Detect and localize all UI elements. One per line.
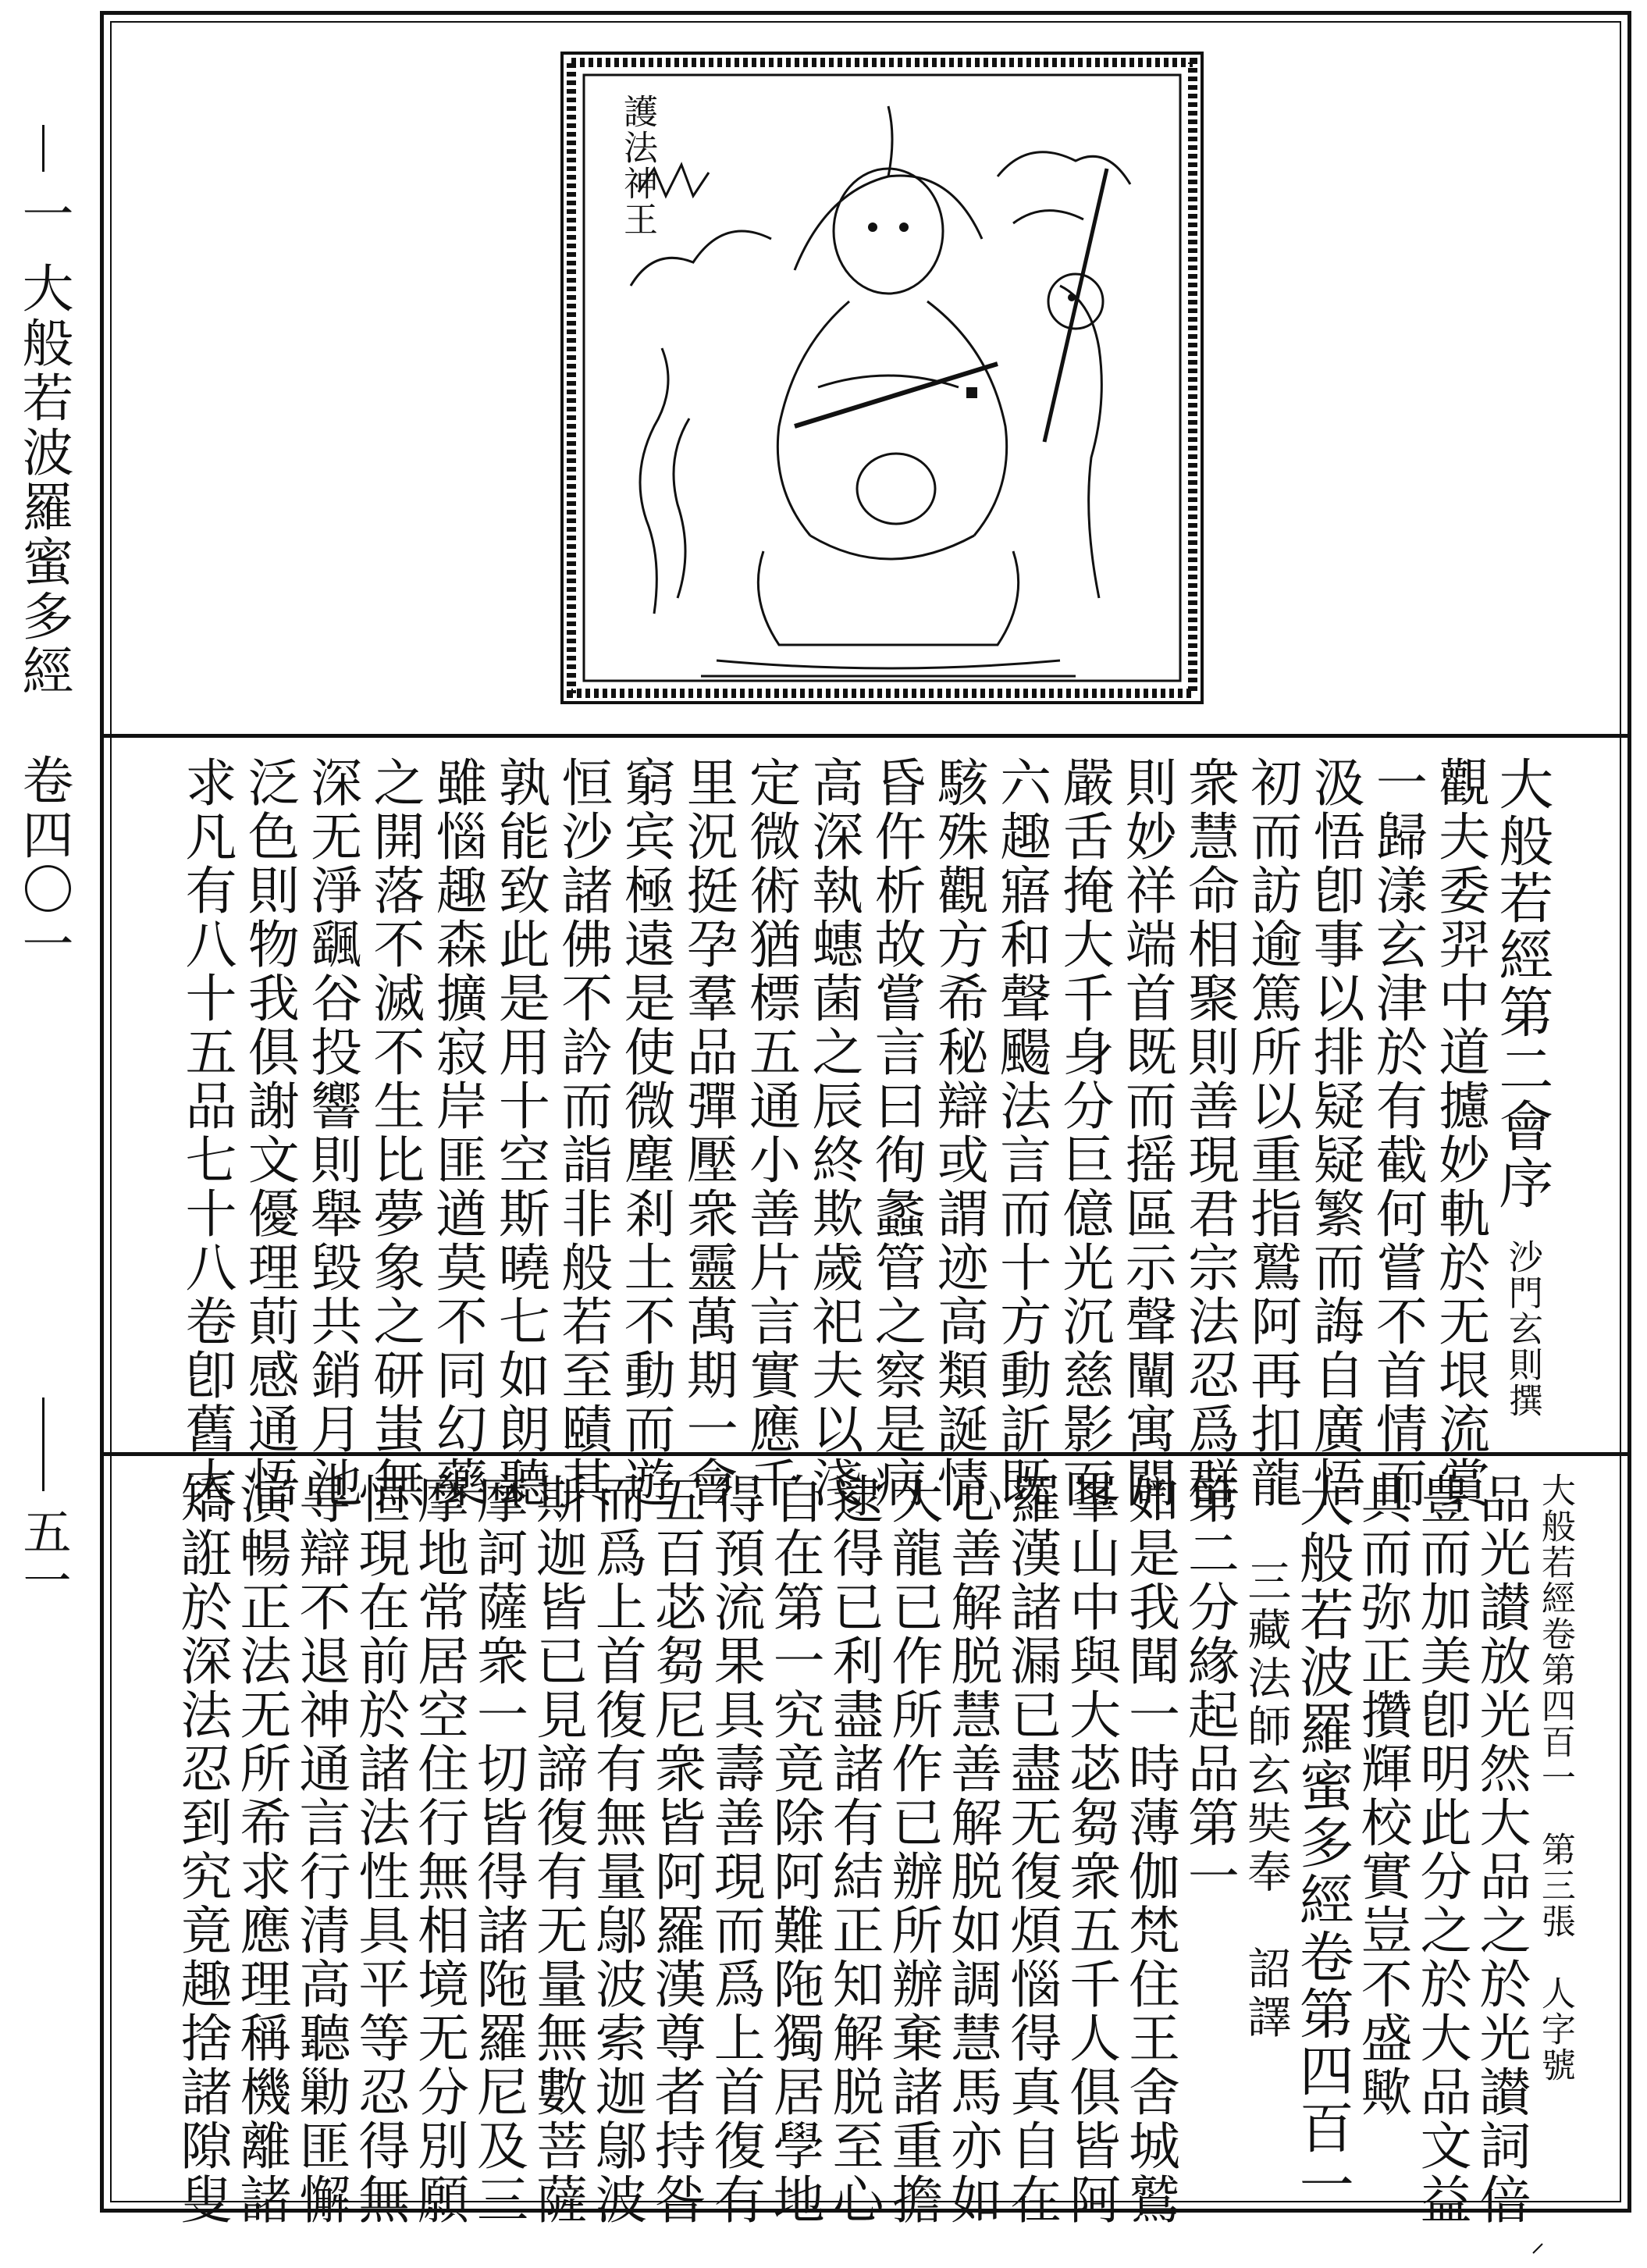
continuation-line: 豊而加美卽明此分之於大品文益 xyxy=(1411,1472,1472,2227)
preface-line: 恒沙諸佛不訡而詣非般若至賾其 xyxy=(552,756,613,1510)
sutra-line: 斯迦皆已見諦復有无量無數菩薩 xyxy=(527,1472,588,2227)
preface-line: 一歸漾玄津於有截何嘗不首情而 xyxy=(1367,756,1428,1510)
sutra-line: 如是我聞一時薄伽梵住王舍城鷲 xyxy=(1119,1472,1180,2227)
sutra-line: 摩訶薩衆一切皆得諸陁羅尼及三 xyxy=(468,1472,528,2227)
sutra-line: 恒現在前於諸法性具平等忍得無 xyxy=(349,1472,410,2227)
sutra-line: 自在第一究竟除阿難陁獨居學地 xyxy=(764,1472,825,2227)
sutra-line: 演暢正法无所希求應理稱機離諸 xyxy=(230,1472,291,2227)
preface-line: 汲悟卽事以排疑疑繁而誨自廣悟 xyxy=(1304,756,1365,1510)
sutra-line: 羅漢諸漏已盡无復煩惱得真自在 xyxy=(1001,1472,1062,2227)
illustration-caption-wrap xyxy=(604,94,660,237)
preface-title-column xyxy=(1489,756,1554,1419)
sutra-line: 而爲上首復有無量鄔波索迦鄔波 xyxy=(586,1472,647,2227)
sutra-line: 逮得已利盡諸有結正知解脱至心 xyxy=(823,1472,884,2227)
sutra-line: 㝵辯不退神通言行清高聽勦匪懈 xyxy=(290,1472,350,2227)
preface-line: 嚴舌掩大千身分巨億光沉慈影而 xyxy=(1053,756,1114,1510)
preface-line: 之開落不滅不生比夢象之研蚩無 xyxy=(364,756,425,1510)
margin-title: 一 大般若波羅蜜多經 卷四〇一 xyxy=(13,187,73,972)
preface-line: 則妙祥端首既而摇區示聲闡寓闢 xyxy=(1116,756,1177,1510)
preface-title: 大般若經第二會序 xyxy=(1489,756,1554,1212)
preface-line: 里況挺孕羣品彈壓衆靈萬期一會 xyxy=(678,756,738,1510)
chapter-heading: 第二分緣起品第一 xyxy=(1179,1472,1240,1903)
margin-rule-mid xyxy=(42,1397,44,1491)
sutra-line: 心善解脱慧善解脱如調慧馬亦如 xyxy=(941,1472,1002,2227)
preface-panel xyxy=(176,756,1554,1510)
preface-line: 泛色則物我俱謝文優理萴感通悟 xyxy=(239,756,300,1510)
margin-strip xyxy=(0,0,86,2268)
sutra-panel xyxy=(172,1472,1578,2227)
sutra-line: 峯山中與大苾芻衆五千人俱皆阿 xyxy=(1060,1472,1121,2227)
sutra-line: 摩地常居空住行無相境无分別願 xyxy=(408,1472,469,2227)
preface-line: 初而訪逾篤所以重指鷲阿再扣龍 xyxy=(1241,756,1302,1510)
continuation-line: 品光讃放光然大品之於光讃詞倍 xyxy=(1470,1472,1531,2227)
preface-line: 昏仵析故嘗言曰徇蠡管之察是病 xyxy=(866,756,927,1510)
translator-credit: 三藏法師玄奘奉 詔譯 xyxy=(1240,1558,1292,2042)
preface-line: 求凡有八十五品七十八卷卽舊大 xyxy=(176,756,237,1510)
preface-line: 六趣寤和聲颺法言而十方動訢既 xyxy=(991,756,1051,1510)
page-number: 五一 xyxy=(15,1507,72,1604)
preface-line: 雖惱趣森擴寂岸匪遒莫不同幻藥 xyxy=(427,756,488,1510)
sutra-line: 五百苾芻尼衆皆阿羅漢尊者持咎 xyxy=(646,1472,706,2227)
block-header: 大般若經卷第四百一 第三張 人字號 xyxy=(1535,1472,1575,2083)
preface-line: 定微術猶標五通小善片言實應千 xyxy=(740,756,801,1510)
preface-line: 高深執蟪菌之辰終欺歲祀夫以淺 xyxy=(802,756,863,1510)
illustration-caption: 護法神王 xyxy=(617,94,657,237)
preface-line: 窮宾極遠是使微塵剎土不動而遊 xyxy=(614,756,675,1510)
preface-author: 沙門玄則撰 xyxy=(1502,1239,1542,1419)
scroll-title: 大般若波羅蜜多經卷第四百一 xyxy=(1290,1472,1355,2213)
preface-line: 觀夫委羿中道攄妙軌於无垠流賞 xyxy=(1429,756,1490,1510)
preface-line: 衆慧命相聚則善現君宗法忍爲群 xyxy=(1179,756,1240,1510)
corner-mark xyxy=(1530,2241,1546,2256)
sutra-line: 得預流果具壽善現而爲上首復有 xyxy=(705,1472,766,2227)
preface-line: 孰能致此是用十空斯曉七如朗聽 xyxy=(489,756,550,1510)
sutra-line: 大龍已作所作已辦所辦棄諸重擔 xyxy=(882,1472,943,2227)
margin-rule-top xyxy=(42,125,44,172)
sutra-line: 矯誑於深法忍到究竟趣捨諸隙叟 xyxy=(172,1472,232,2227)
continuation-line: 具而弥正攢輝校實豈不盛歟 xyxy=(1352,1472,1413,2119)
preface-line: 深无淨颻谷投響則舉毀共銷月池 xyxy=(301,756,362,1510)
section-divider-top xyxy=(100,734,1631,738)
preface-line: 駭殊觀方希秘辯或謂迹高類誕情 xyxy=(928,756,989,1510)
